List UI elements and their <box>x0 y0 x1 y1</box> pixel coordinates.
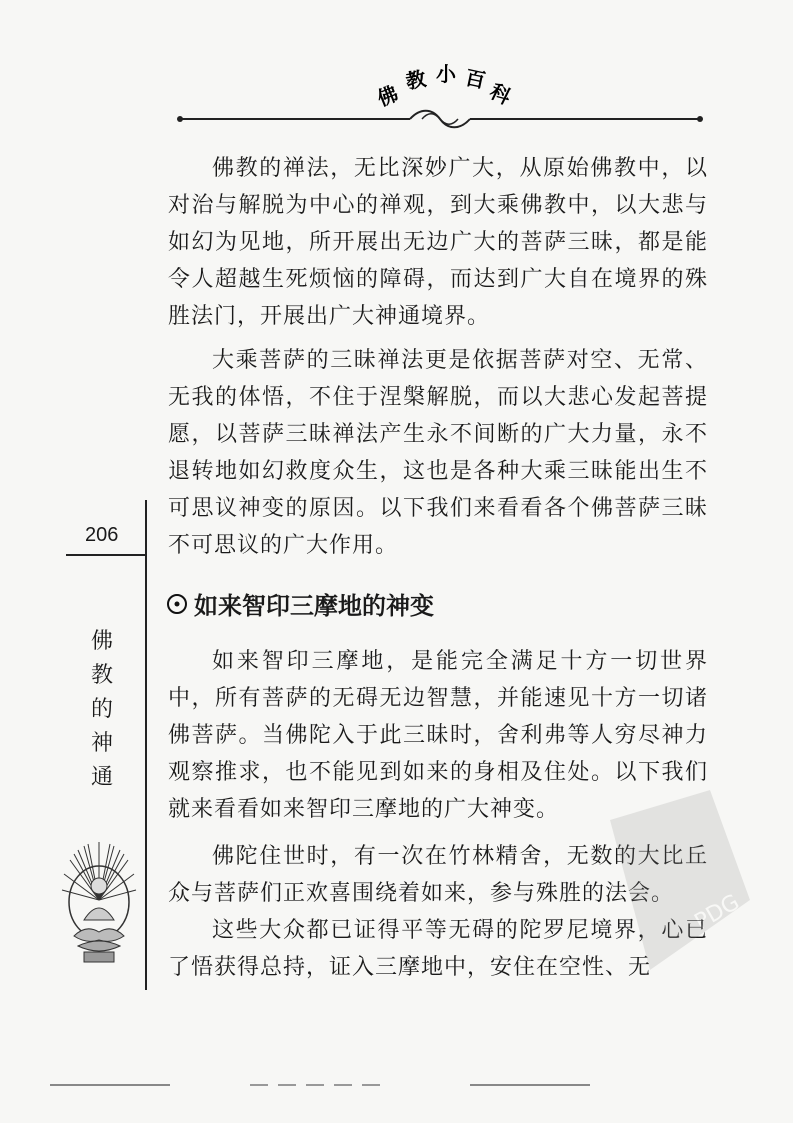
running-title-char: 小 <box>436 62 456 86</box>
footer-scan-line <box>50 1082 590 1088</box>
running-title-char: 佛 <box>373 81 402 111</box>
buddha-illustration <box>60 840 138 970</box>
running-title-char: 教 <box>403 66 428 94</box>
book-side-title <box>86 625 118 795</box>
header-ornament <box>170 104 710 134</box>
page-number-underline <box>66 554 146 556</box>
paragraph-text: 这些大众都已证得平等无碍的陀罗尼境界，心已了悟获得总持，证入三摩地中，安住在空性、无 <box>168 918 708 980</box>
paragraph <box>168 150 708 335</box>
margin-rule <box>145 500 147 990</box>
watermark-stamp <box>590 780 760 980</box>
paragraph <box>168 342 708 564</box>
paragraph-text: 如来智印三摩地，是能完全满足十方一切世界中，所有菩萨的无碍无边智慧，并能速见十方一切诸佛菩萨。当佛陀入于此三昧时，舍利弗等人穷尽神力观察推求，也不能见到如来的身相及住处。以下我们就来看看如来智印三摩地的广大神变。 <box>168 649 708 822</box>
watermark-text: PDG <box>690 889 744 936</box>
side-title-char: 神 <box>90 731 113 756</box>
paragraph-text: 佛教的禅法，无比深妙广大，从原始佛教中，以对治与解脱为中心的禅观，到大乘佛教中，以大悲与如幻为见地，所开展出无边广大的菩萨三昧，都是能令人超越生死烦恼的障碍，而达到广大自在境界的殊胜法门，开展出广大神通境界。 <box>168 156 708 329</box>
running-title-char: 科 <box>486 78 515 110</box>
paragraph-text: 大乘菩萨的三昧禅法更是依据菩萨对空、无常、无我的体悟，不住于涅槃解脱，而以大悲心发起菩提愿，以菩萨三昧禅法产生永不间断的广大力量，永不退转地如幻救度众生，这也是各种大乘三昧能出生不可思议神变的原因。以下我们来看看各个佛菩萨三昧不可思议的广大作用。 <box>168 348 708 558</box>
side-title-char: 教 <box>90 663 113 688</box>
side-title-char: 的 <box>90 697 113 722</box>
page-number: 206 <box>85 524 119 546</box>
side-title-char: 通 <box>90 765 113 790</box>
section-heading <box>166 586 434 621</box>
side-title-char: 佛 <box>90 629 113 654</box>
running-title-char: 百 <box>463 65 488 93</box>
section-heading-text: 如来智印三摩地的神变 <box>194 592 434 620</box>
circled-dot-icon <box>166 593 188 615</box>
paragraph-text: 佛陀住世时，有一次在竹林精舍，无数的大比丘众与菩萨们正欢喜围绕着如来，参与殊胜的法会。 <box>168 844 708 906</box>
